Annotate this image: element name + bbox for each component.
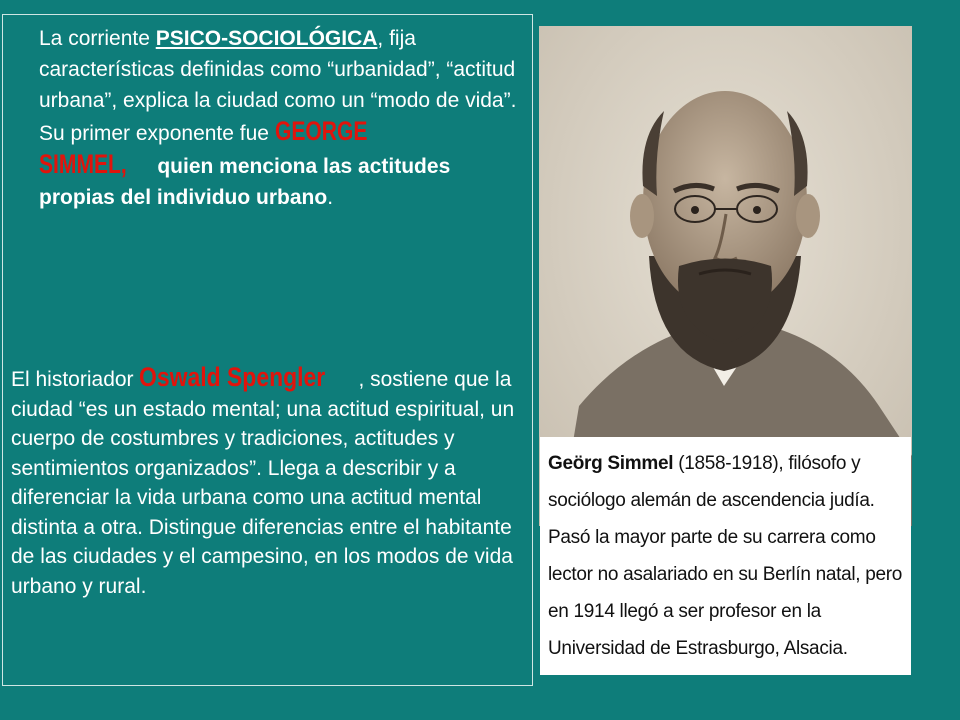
para2-prefix: El historiador — [11, 368, 140, 391]
caption-name: Geörg Simmel — [548, 453, 674, 474]
para2-rest: , sostiene que la ciudad “es un estado mental; una actitud espiritual, un cuerpo de costumbres y tradiciones, actitudes y sentimientos organizados”. Llega a describir y a diferenciar la vida urbana como una actitud mental distinta a otra. Distingue diferencias entre el habitante de las ciudades y el campesino, en los modos de vida urbano y rural. — [11, 368, 515, 598]
para1-after-name: quien menciona las actitudes propias del individuo urbano — [39, 155, 451, 209]
para1-end: . — [327, 186, 334, 209]
paragraph-spengler — [11, 363, 526, 601]
caption-text — [548, 445, 904, 667]
name-george: GEORGE — [274, 116, 368, 146]
term-psico-sociologica: PSICO-SOCIOLÓGICA — [155, 27, 378, 50]
paragraph-psico-sociologica — [39, 23, 519, 213]
para1-after-term: , fija características definidas como “urbanidad”, “actitud urbana”, explica la ciudad como un “modo de vida”. Su primer exponente fue — [39, 27, 517, 145]
name-simmel: SIMMEL, — [39, 149, 127, 179]
text-panel — [2, 14, 533, 686]
portrait-caption — [540, 437, 911, 675]
para1-prefix: La corriente — [39, 27, 156, 50]
name-oswald-spengler: Oswald Spengler — [139, 362, 326, 392]
caption-description: (1858-1918), filósofo y sociólogo alemán de ascendencia judía. Pasó la mayor parte de su carrera como lector no asalariado en su Berlín natal, pero en 1914 llegó a ser profesor en la Universidad de Estrasburgo, Alsacia. — [548, 453, 903, 659]
